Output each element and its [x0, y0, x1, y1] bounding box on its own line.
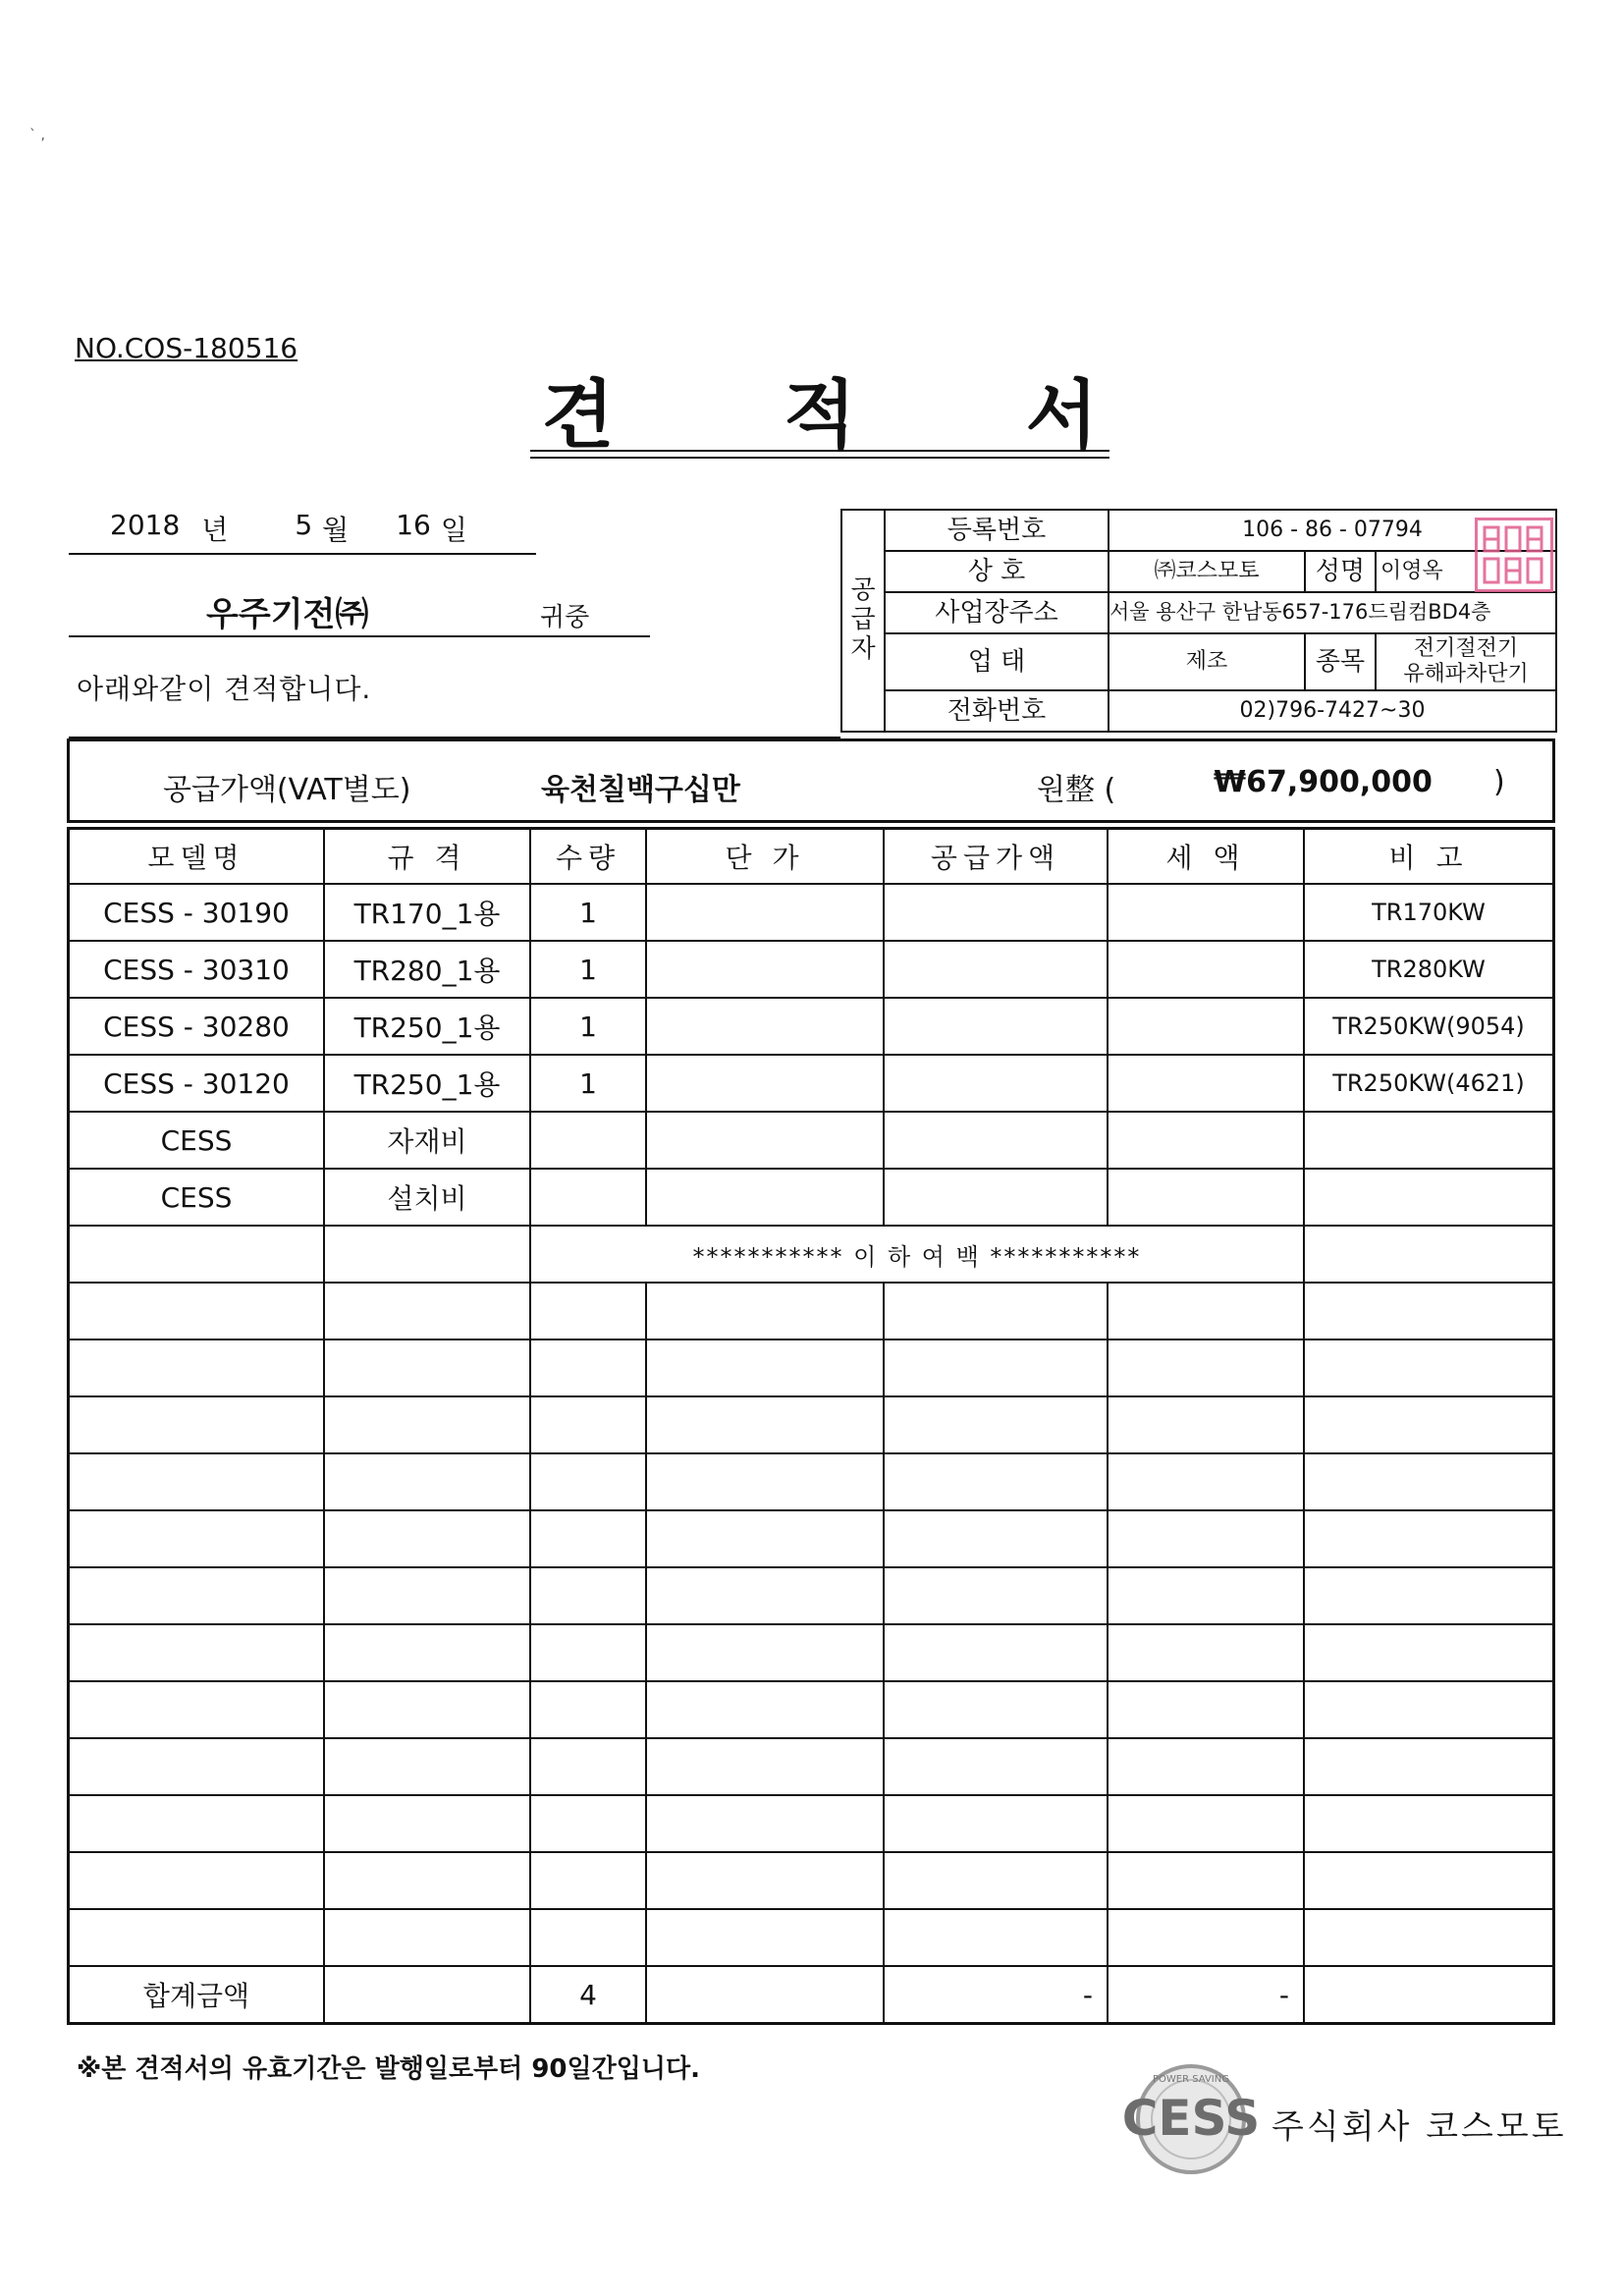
cell-supply: [884, 1055, 1108, 1112]
cell-empty: [530, 1567, 646, 1624]
cell-empty: [646, 1681, 884, 1738]
cell-empty: [324, 1453, 530, 1510]
cell-empty: [1304, 1510, 1554, 1567]
cell-supply: [884, 1112, 1108, 1169]
cell-empty: [530, 1396, 646, 1453]
cell-empty: [69, 1795, 325, 1852]
header-model: 모델명: [69, 829, 325, 885]
recipient-name: 우주기전㈜: [206, 595, 369, 634]
cell-tax: [1108, 1055, 1304, 1112]
cell-empty: [530, 1909, 646, 1966]
empty-row: [69, 1339, 1554, 1396]
empty-row: [69, 1624, 1554, 1681]
document-number: NO.COS-180516: [75, 332, 298, 364]
cell-empty: [1304, 1624, 1554, 1681]
total-supply: -: [884, 1966, 1108, 2024]
total-remark-empty: [1304, 1966, 1554, 2024]
cell-empty: [884, 1795, 1108, 1852]
date-year: 2018: [110, 509, 181, 541]
quote-items-table: [67, 827, 1555, 2025]
cell-empty: [69, 1396, 325, 1453]
table-row: [69, 1112, 1554, 1169]
empty-row: [69, 1396, 1554, 1453]
name-label: 성명: [1305, 551, 1376, 592]
supplier-side-label: 공 급 자: [841, 510, 885, 732]
cell-empty: [324, 1795, 530, 1852]
cell-empty: [324, 1567, 530, 1624]
cell-model: CESS - 30120: [69, 1055, 325, 1112]
date-underline: [69, 553, 536, 555]
reg-no-value: 106 - 86 - 07794: [1109, 510, 1556, 551]
cell-empty: [69, 1624, 325, 1681]
company-seal-stamp: [1475, 518, 1553, 592]
cell-supply: [884, 941, 1108, 998]
cell-empty: [1304, 1339, 1554, 1396]
cell-empty: [646, 1453, 884, 1510]
supply-amount-summary: [67, 738, 1555, 823]
cell-empty: [324, 1909, 530, 1966]
cell-empty: [646, 1624, 884, 1681]
cell-empty: [1304, 1681, 1554, 1738]
total-row: [69, 1966, 1554, 2024]
date-day: 16: [396, 509, 431, 541]
cell-model: CESS: [69, 1169, 325, 1226]
cell-empty: [1108, 1567, 1304, 1624]
header-qty: 수량: [530, 829, 646, 885]
cell-model: CESS: [69, 1112, 325, 1169]
empty-row: [69, 1738, 1554, 1795]
cell-empty: [69, 1510, 325, 1567]
cell-empty: [530, 1681, 646, 1738]
representative-name: 이영옥: [1376, 551, 1556, 592]
total-label: 합계금액: [69, 1966, 325, 2024]
cell-empty: [646, 1795, 884, 1852]
empty-row: [69, 1852, 1554, 1909]
cell-spec: 설치비: [324, 1169, 530, 1226]
cell-empty: [530, 1852, 646, 1909]
logo-ring-text: POWER SAVING: [1153, 2074, 1229, 2085]
cell-empty: [69, 1283, 325, 1339]
table-header-row: [69, 829, 1554, 885]
cell-empty: [324, 1339, 530, 1396]
header-remarks: 비 고: [1304, 829, 1554, 885]
cell-empty: [324, 1396, 530, 1453]
empty-row: [69, 1453, 1554, 1510]
table-row: [69, 941, 1554, 998]
cell-supply: [884, 884, 1108, 941]
cell-remark: TR280KW: [1304, 941, 1554, 998]
address-value: 서울 용산구 한남동657-176드림컴BD4층: [1109, 592, 1556, 633]
cell-empty: [69, 1909, 325, 1966]
cell-empty: [646, 1510, 884, 1567]
blank-marker: *********** 이 하 여 백 ***********: [530, 1226, 1304, 1283]
cell-empty: [324, 1283, 530, 1339]
item-line-2: 유해파차단기: [1403, 662, 1529, 686]
cell-spec: TR280_1용: [324, 941, 530, 998]
cell-empty: [530, 1510, 646, 1567]
cell-empty: [884, 1283, 1108, 1339]
cell-empty: [1304, 1852, 1554, 1909]
cell-empty: [530, 1339, 646, 1396]
cell-empty: [69, 1681, 325, 1738]
business-type-label: 업 태: [885, 633, 1109, 690]
cell-empty: [646, 1567, 884, 1624]
cell-empty: [1108, 1283, 1304, 1339]
cell-qty: 1: [530, 884, 646, 941]
cell-empty: [1304, 1396, 1554, 1453]
amount-close-paren: ): [1493, 765, 1505, 799]
cell-empty: [1108, 1453, 1304, 1510]
intro-text: 아래와같이 견적합니다.: [77, 673, 372, 705]
scan-marks: ` ,: [29, 128, 45, 143]
empty-row: [69, 1567, 1554, 1624]
cell-empty: [1304, 1453, 1554, 1510]
total-price-empty: [646, 1966, 884, 2024]
cell-qty: [530, 1112, 646, 1169]
cell-empty: [324, 1226, 530, 1283]
cell-empty: [324, 1510, 530, 1567]
reg-no-label: 등록번호: [885, 510, 1109, 551]
title-underline: [530, 450, 1109, 452]
empty-row: [69, 1283, 1554, 1339]
company-value: ㈜코스모토: [1109, 551, 1305, 592]
cell-empty: [884, 1396, 1108, 1453]
total-spec-empty: [324, 1966, 530, 2024]
cell-empty: [69, 1339, 325, 1396]
logo-text: CESS: [1121, 2090, 1261, 2147]
cell-tax: [1108, 1169, 1304, 1226]
empty-row: [69, 1510, 1554, 1567]
title-char-2: 적: [784, 370, 856, 459]
date-day-unit: 일: [440, 514, 467, 546]
cell-empty: [1304, 1795, 1554, 1852]
phone-label: 전화번호: [885, 690, 1109, 732]
cell-empty: [884, 1738, 1108, 1795]
cell-empty: [69, 1852, 325, 1909]
cell-price: [646, 998, 884, 1055]
total-tax: -: [1108, 1966, 1304, 2024]
date-month: 5: [295, 509, 313, 541]
item-line-1: 전기절전기: [1413, 635, 1519, 661]
cell-tax: [1108, 1112, 1304, 1169]
cell-empty: [646, 1339, 884, 1396]
document-title: [530, 361, 1109, 459]
won-label: 원整 (: [1037, 773, 1116, 807]
table-row: [69, 1169, 1554, 1226]
cell-empty: [1108, 1339, 1304, 1396]
cell-empty: [324, 1681, 530, 1738]
cell-price: [646, 1055, 884, 1112]
cell-empty: [1108, 1510, 1304, 1567]
cell-qty: 1: [530, 941, 646, 998]
item-label: 종목: [1305, 633, 1376, 690]
empty-row: [69, 1909, 1554, 1966]
cell-empty: [530, 1738, 646, 1795]
business-type-value: 제조: [1109, 633, 1305, 690]
company-label: 상 호: [885, 551, 1109, 592]
cell-empty: [1304, 1226, 1554, 1283]
cell-remark: TR250KW(4621): [1304, 1055, 1554, 1112]
header-supply-amount: 공급가액: [884, 829, 1108, 885]
cell-empty: [1304, 1567, 1554, 1624]
phone-value: 02)796-7427~30: [1109, 690, 1556, 732]
cell-empty: [324, 1852, 530, 1909]
cell-empty: [1108, 1795, 1304, 1852]
cell-price: [646, 941, 884, 998]
total-amount: ₩67,900,000: [1214, 765, 1433, 799]
cell-empty: [69, 1738, 325, 1795]
cell-empty: [1108, 1681, 1304, 1738]
cell-empty: [1304, 1283, 1554, 1339]
cell-spec: 자재비: [324, 1112, 530, 1169]
total-qty: 4: [530, 1966, 646, 2024]
cell-empty: [1108, 1738, 1304, 1795]
cell-empty: [646, 1852, 884, 1909]
cell-empty: [646, 1909, 884, 1966]
cell-tax: [1108, 884, 1304, 941]
title-char-3: 서: [1025, 370, 1098, 459]
cell-qty: 1: [530, 1055, 646, 1112]
cell-empty: [1108, 1909, 1304, 1966]
cell-empty: [646, 1396, 884, 1453]
validity-notice: ※본 견적서의 유효기간은 발행일로부터 90일간입니다.: [77, 2054, 700, 2084]
cell-model: CESS - 30280: [69, 998, 325, 1055]
cell-tax: [1108, 941, 1304, 998]
cell-empty: [884, 1681, 1108, 1738]
cell-price: [646, 1112, 884, 1169]
cell-empty: [884, 1852, 1108, 1909]
cell-empty: [884, 1339, 1108, 1396]
cell-remark: TR170KW: [1304, 884, 1554, 941]
table-row: [69, 884, 1554, 941]
item-value: [1376, 633, 1556, 690]
cell-empty: [1304, 1738, 1554, 1795]
cell-price: [646, 884, 884, 941]
title-char-1: 견: [542, 370, 615, 459]
cell-empty: [884, 1510, 1108, 1567]
cell-empty: [884, 1624, 1108, 1681]
cell-empty: [324, 1738, 530, 1795]
cell-empty: [884, 1567, 1108, 1624]
cell-spec: TR250_1용: [324, 998, 530, 1055]
cell-empty: [530, 1283, 646, 1339]
header-unit-price: 단 가: [646, 829, 884, 885]
issue-date: [69, 509, 530, 548]
cell-empty: [646, 1738, 884, 1795]
table-row: [69, 998, 1554, 1055]
cell-empty: [1304, 1909, 1554, 1966]
blank-marker-row: [69, 1226, 1554, 1283]
cell-remark: [1304, 1112, 1554, 1169]
address-label: 사업장주소: [885, 592, 1109, 633]
cell-empty: [69, 1453, 325, 1510]
date-year-unit: 년: [201, 514, 229, 546]
empty-row: [69, 1681, 1554, 1738]
cell-empty: [530, 1453, 646, 1510]
cell-empty: [884, 1909, 1108, 1966]
cell-spec: TR170_1용: [324, 884, 530, 941]
cell-empty: [324, 1624, 530, 1681]
cell-remark: [1304, 1169, 1554, 1226]
cell-empty: [69, 1567, 325, 1624]
cell-empty: [1108, 1852, 1304, 1909]
title-underline-2: [530, 457, 1109, 459]
company-name-footer: 주식회사 코스모토: [1271, 2107, 1567, 2147]
cell-model: CESS - 30190: [69, 884, 325, 941]
cell-price: [646, 1169, 884, 1226]
date-month-unit: 월: [322, 514, 350, 546]
cell-tax: [1108, 998, 1304, 1055]
cell-empty: [884, 1453, 1108, 1510]
cell-empty: [69, 1226, 325, 1283]
cell-supply: [884, 998, 1108, 1055]
cell-spec: TR250_1용: [324, 1055, 530, 1112]
cell-empty: [1108, 1624, 1304, 1681]
cell-empty: [646, 1283, 884, 1339]
cell-remark: TR250KW(9054): [1304, 998, 1554, 1055]
cell-supply: [884, 1169, 1108, 1226]
supplier-info-table: [840, 509, 1557, 733]
cess-logo: [1108, 2060, 1274, 2178]
cell-qty: 1: [530, 998, 646, 1055]
table-row: [69, 1055, 1554, 1112]
cell-empty: [1108, 1396, 1304, 1453]
cell-qty: [530, 1169, 646, 1226]
recipient-honorific: 귀중: [540, 603, 590, 632]
supply-amount-label: 공급가액(VAT별도): [163, 773, 411, 807]
header-spec: 규 격: [324, 829, 530, 885]
korean-amount: 육천칠백구십만: [541, 773, 740, 807]
header-tax: 세 액: [1108, 829, 1304, 885]
cell-model: CESS - 30310: [69, 941, 325, 998]
recipient-underline: [69, 635, 650, 637]
empty-row: [69, 1795, 1554, 1852]
cell-empty: [530, 1624, 646, 1681]
cell-empty: [530, 1795, 646, 1852]
